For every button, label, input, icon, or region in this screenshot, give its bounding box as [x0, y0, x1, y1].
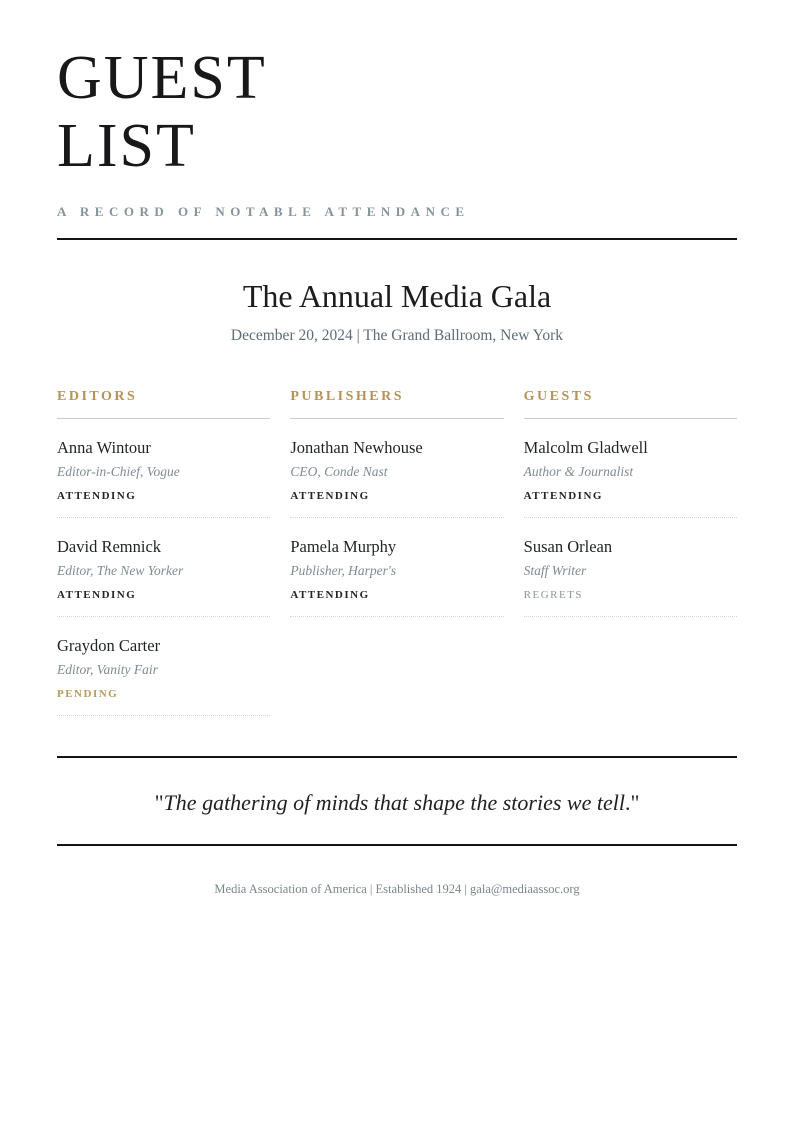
guest-name: Graydon Carter	[57, 636, 161, 656]
quote-section	[57, 756, 737, 846]
event-header	[57, 278, 737, 345]
status-badge: ATTENDING	[57, 589, 137, 602]
column-heading-publishers: PUBLISHERS	[290, 389, 503, 419]
column-publishers	[290, 389, 503, 617]
guest-role: Staff Writer	[523, 563, 587, 579]
quote-divider-bottom	[57, 844, 737, 846]
tagline: A RECORD OF NOTABLE ATTENDANCE	[57, 204, 470, 220]
guest-role: Author & Journalist	[523, 464, 634, 480]
guest-name: Susan Orlean	[523, 537, 613, 557]
guest-entry	[57, 419, 270, 518]
guest-entry	[524, 518, 737, 617]
wordmark-line-2: LIST	[57, 112, 196, 181]
status-badge: REGRETS	[523, 589, 584, 602]
status-badge: ATTENDING	[523, 490, 603, 503]
guest-name: Pamela Murphy	[290, 537, 397, 557]
column-editors	[57, 389, 270, 716]
guest-name: David Remnick	[57, 537, 162, 557]
quote-close-mark: ."	[624, 790, 640, 816]
event-title: The Annual Media Gala	[242, 278, 552, 315]
guest-name: Anna Wintour	[57, 438, 151, 458]
guest-entry	[57, 617, 270, 716]
wordmark	[57, 44, 737, 180]
masthead	[57, 44, 737, 240]
guest-entry	[290, 419, 503, 518]
guest-entry	[290, 518, 503, 617]
column-guests	[524, 389, 737, 617]
column-heading-editors: EDITORS	[57, 389, 270, 419]
guest-name: Jonathan Newhouse	[290, 438, 423, 458]
guest-role: Publisher, Harper's	[290, 563, 396, 579]
guest-role: Editor, Vanity Fair	[57, 662, 158, 678]
footer-text: Media Association of America | Established 1924 | gala@mediaassoc.org	[214, 882, 580, 897]
quote	[57, 758, 737, 844]
wordmark-line-1: GUEST	[57, 44, 267, 112]
guest-role: Editor-in-Chief, Vogue	[57, 464, 180, 480]
page-footer	[57, 882, 737, 897]
quote-text: The gathering of minds that shape the stories we tell	[163, 790, 625, 816]
guest-entry	[524, 419, 737, 518]
masthead-divider	[57, 238, 737, 240]
event-details: December 20, 2024 | The Grand Ballroom, New York	[230, 327, 564, 345]
quote-open-mark: "	[154, 790, 164, 816]
guest-name: Malcolm Gladwell	[523, 438, 648, 458]
guest-role: CEO, Conde Nast	[290, 464, 388, 480]
guest-entry	[57, 518, 270, 617]
guest-role: Editor, The New Yorker	[57, 563, 184, 579]
status-badge: ATTENDING	[57, 490, 137, 503]
status-badge: ATTENDING	[290, 490, 370, 503]
guest-columns	[57, 389, 737, 716]
status-badge: ATTENDING	[290, 589, 370, 602]
column-heading-guests: GUESTS	[524, 389, 737, 419]
status-badge: PENDING	[57, 688, 119, 701]
